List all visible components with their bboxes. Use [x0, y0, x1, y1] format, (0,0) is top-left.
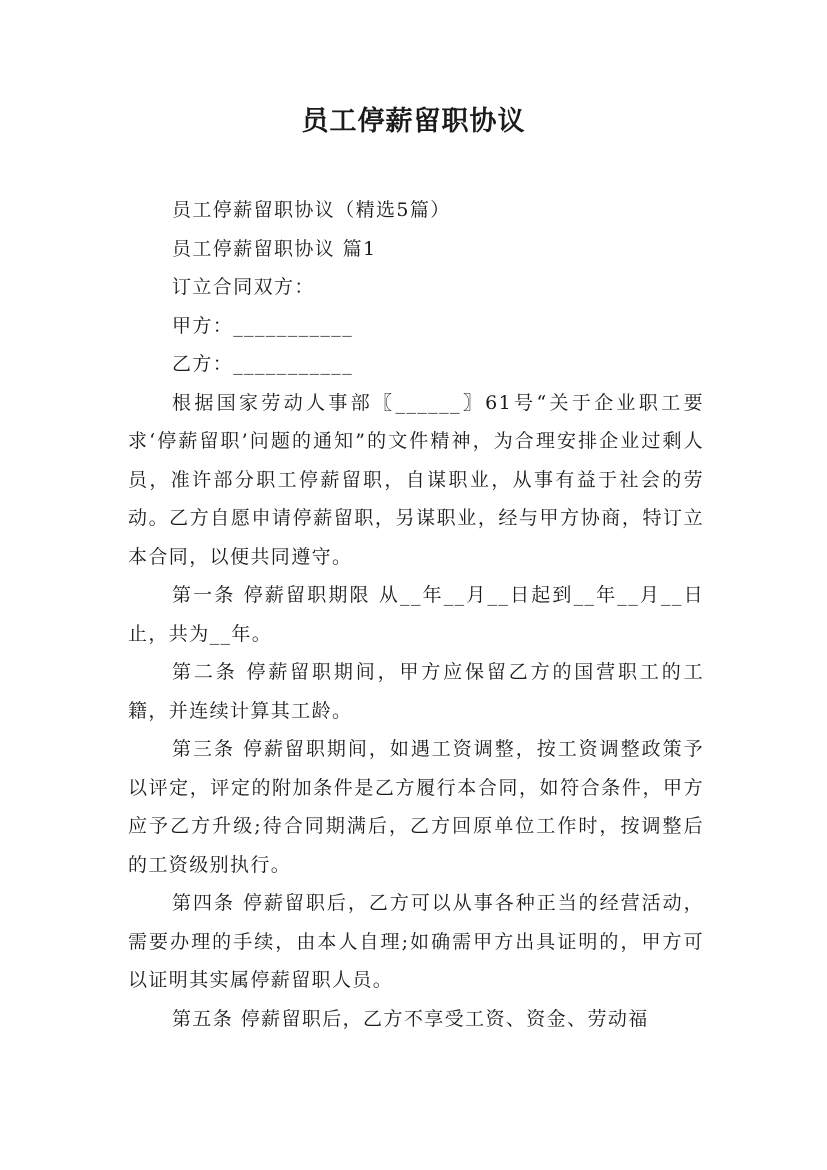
- paragraph-article-1: 第一条 停薪留职期限 从__年__月__日起到__年__月__日止，共为__年。: [128, 584, 704, 645]
- paragraph-article-5: 第五条 停薪留职后，乙方不享受工资、资金、劳动福: [172, 1007, 649, 1030]
- paragraph-subtitle: 员工停薪留职协议（精选5篇）: [172, 199, 451, 221]
- paragraph-article-3: 第三条 停薪留职期间，如遇工资调整，按工资调整政策予以评定，评定的附加条件是乙方履行本合同，如符合条件，甲方应予乙方升级;待合同期满后，乙方回原单位工作时，按调整后的工资级别执行。: [128, 738, 704, 876]
- document-title: 员工停薪留职协议: [301, 106, 526, 137]
- paragraph-party-b: 乙方：___________: [172, 353, 354, 375]
- paragraph-preamble: 根据国家劳动人事部〖______〗61号“关于企业职工要求‘停薪留职’问题的通知”的文件精神，为合理安排企业过剩人员，准许部分职工停薪留职，自谋职业，从事有益于社会的劳动。乙方自愿申请停薪留职，另谋职业，经与甲方协商，特订立本合同，以便共同遵守。: [128, 391, 704, 568]
- paragraph-party-a: 甲方：___________: [172, 314, 354, 337]
- paragraph-section-heading: 员工停薪留职协议 篇1: [172, 237, 377, 260]
- paragraph-article-4: 第四条 停薪留职后，乙方可以从事各种正当的经营活动，需要办理的手续，由本人自理;如确需甲方出具证明的，甲方可以证明其实属停薪留职人员。: [128, 892, 704, 991]
- document-body: [128, 191, 704, 1038]
- paragraph-article-2: 第二条 停薪留职期间，甲方应保留乙方的国营职工的工籍，并连续计算其工龄。: [128, 661, 704, 722]
- paragraph-parties-intro: 订立合同双方：: [172, 276, 315, 298]
